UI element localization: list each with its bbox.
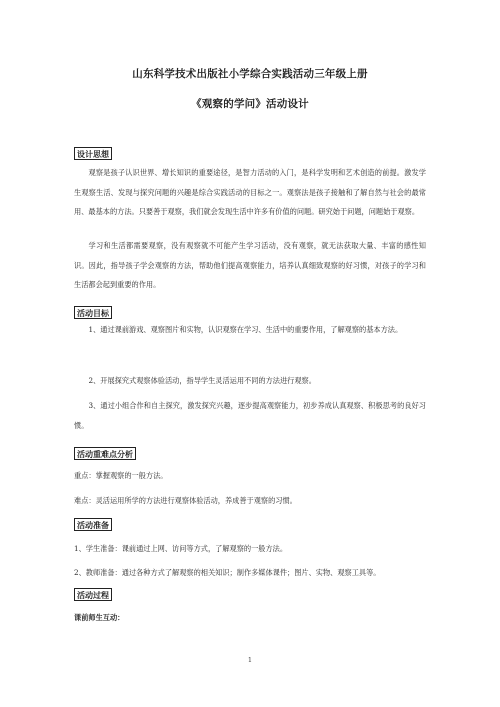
student-preparation: 1、学生准备：课前通过上网、访问等方式，了解观察的一般方法。 — [74, 544, 288, 553]
section-label-process: 活动过程 — [74, 588, 112, 601]
process-first-step: 课前师生互动： — [74, 613, 125, 622]
section-label-key-points: 活动重难点分析 — [74, 447, 136, 460]
design-idea-paragraph-2: 学习和生活都需要观察，没有观察就不可能产生学习活动，没有观察，就无法获取大量、丰富的感性知识。因此，指导孩子学会观察的方法，帮助他们提高观察能力，培养认真细致观察的好习惯，对孩子的学习和生活都会起到重要的作用。 — [74, 241, 426, 289]
goal-item-3: 3、通过小组合作和自主探究，激发探究兴趣，逐步提高观察能力，初步养成认真观察、积极思考的良好习惯。 — [74, 401, 426, 430]
key-point-text: 重点：掌握观察的一般方法。 — [74, 471, 168, 480]
document-subtitle: 《观察的学问》活动设计 — [191, 98, 309, 110]
goal-item-1: 1、通过课前游戏、观察图片和实物，认识观察在学习、生活中的重要作用，了解观察的基本方法。 — [88, 325, 403, 334]
design-idea-paragraph-1: 观察是孩子认识世界、增长知识的重要途径，是智力活动的入门，是科学发明和艺术创造的前提。激发学生观察生活、发现与探究问题的兴趣是综合实践活动的目标之一。观察法是孩子接触和了解自然与社会的最常用、最基本的方法。只要善于观察，我们就会发现生活中许多有价值的问题。研究始于问题，问题始于观察。 — [74, 168, 426, 216]
section-label-goals: 活动目标 — [74, 306, 112, 319]
teacher-preparation: 2、教师准备：通过各种方式了解观察的相关知识；制作多媒体课件；图片、实物、观察工具等。 — [74, 568, 381, 577]
page-number: 1 — [247, 656, 253, 664]
document-title: 山东科学技术出版社小学综合实践活动三年级上册 — [132, 68, 368, 80]
section-label-design-idea: 设计思想 — [74, 147, 112, 160]
difficulty-text: 难点：灵活运用所学的方法进行观察体验活动，养成善于观察的习惯。 — [74, 496, 297, 505]
goal-item-2: 2、开展探究式观察体验活动，指导学生灵活运用不同的方法进行观察。 — [88, 376, 316, 385]
section-label-preparation: 活动准备 — [74, 518, 112, 531]
